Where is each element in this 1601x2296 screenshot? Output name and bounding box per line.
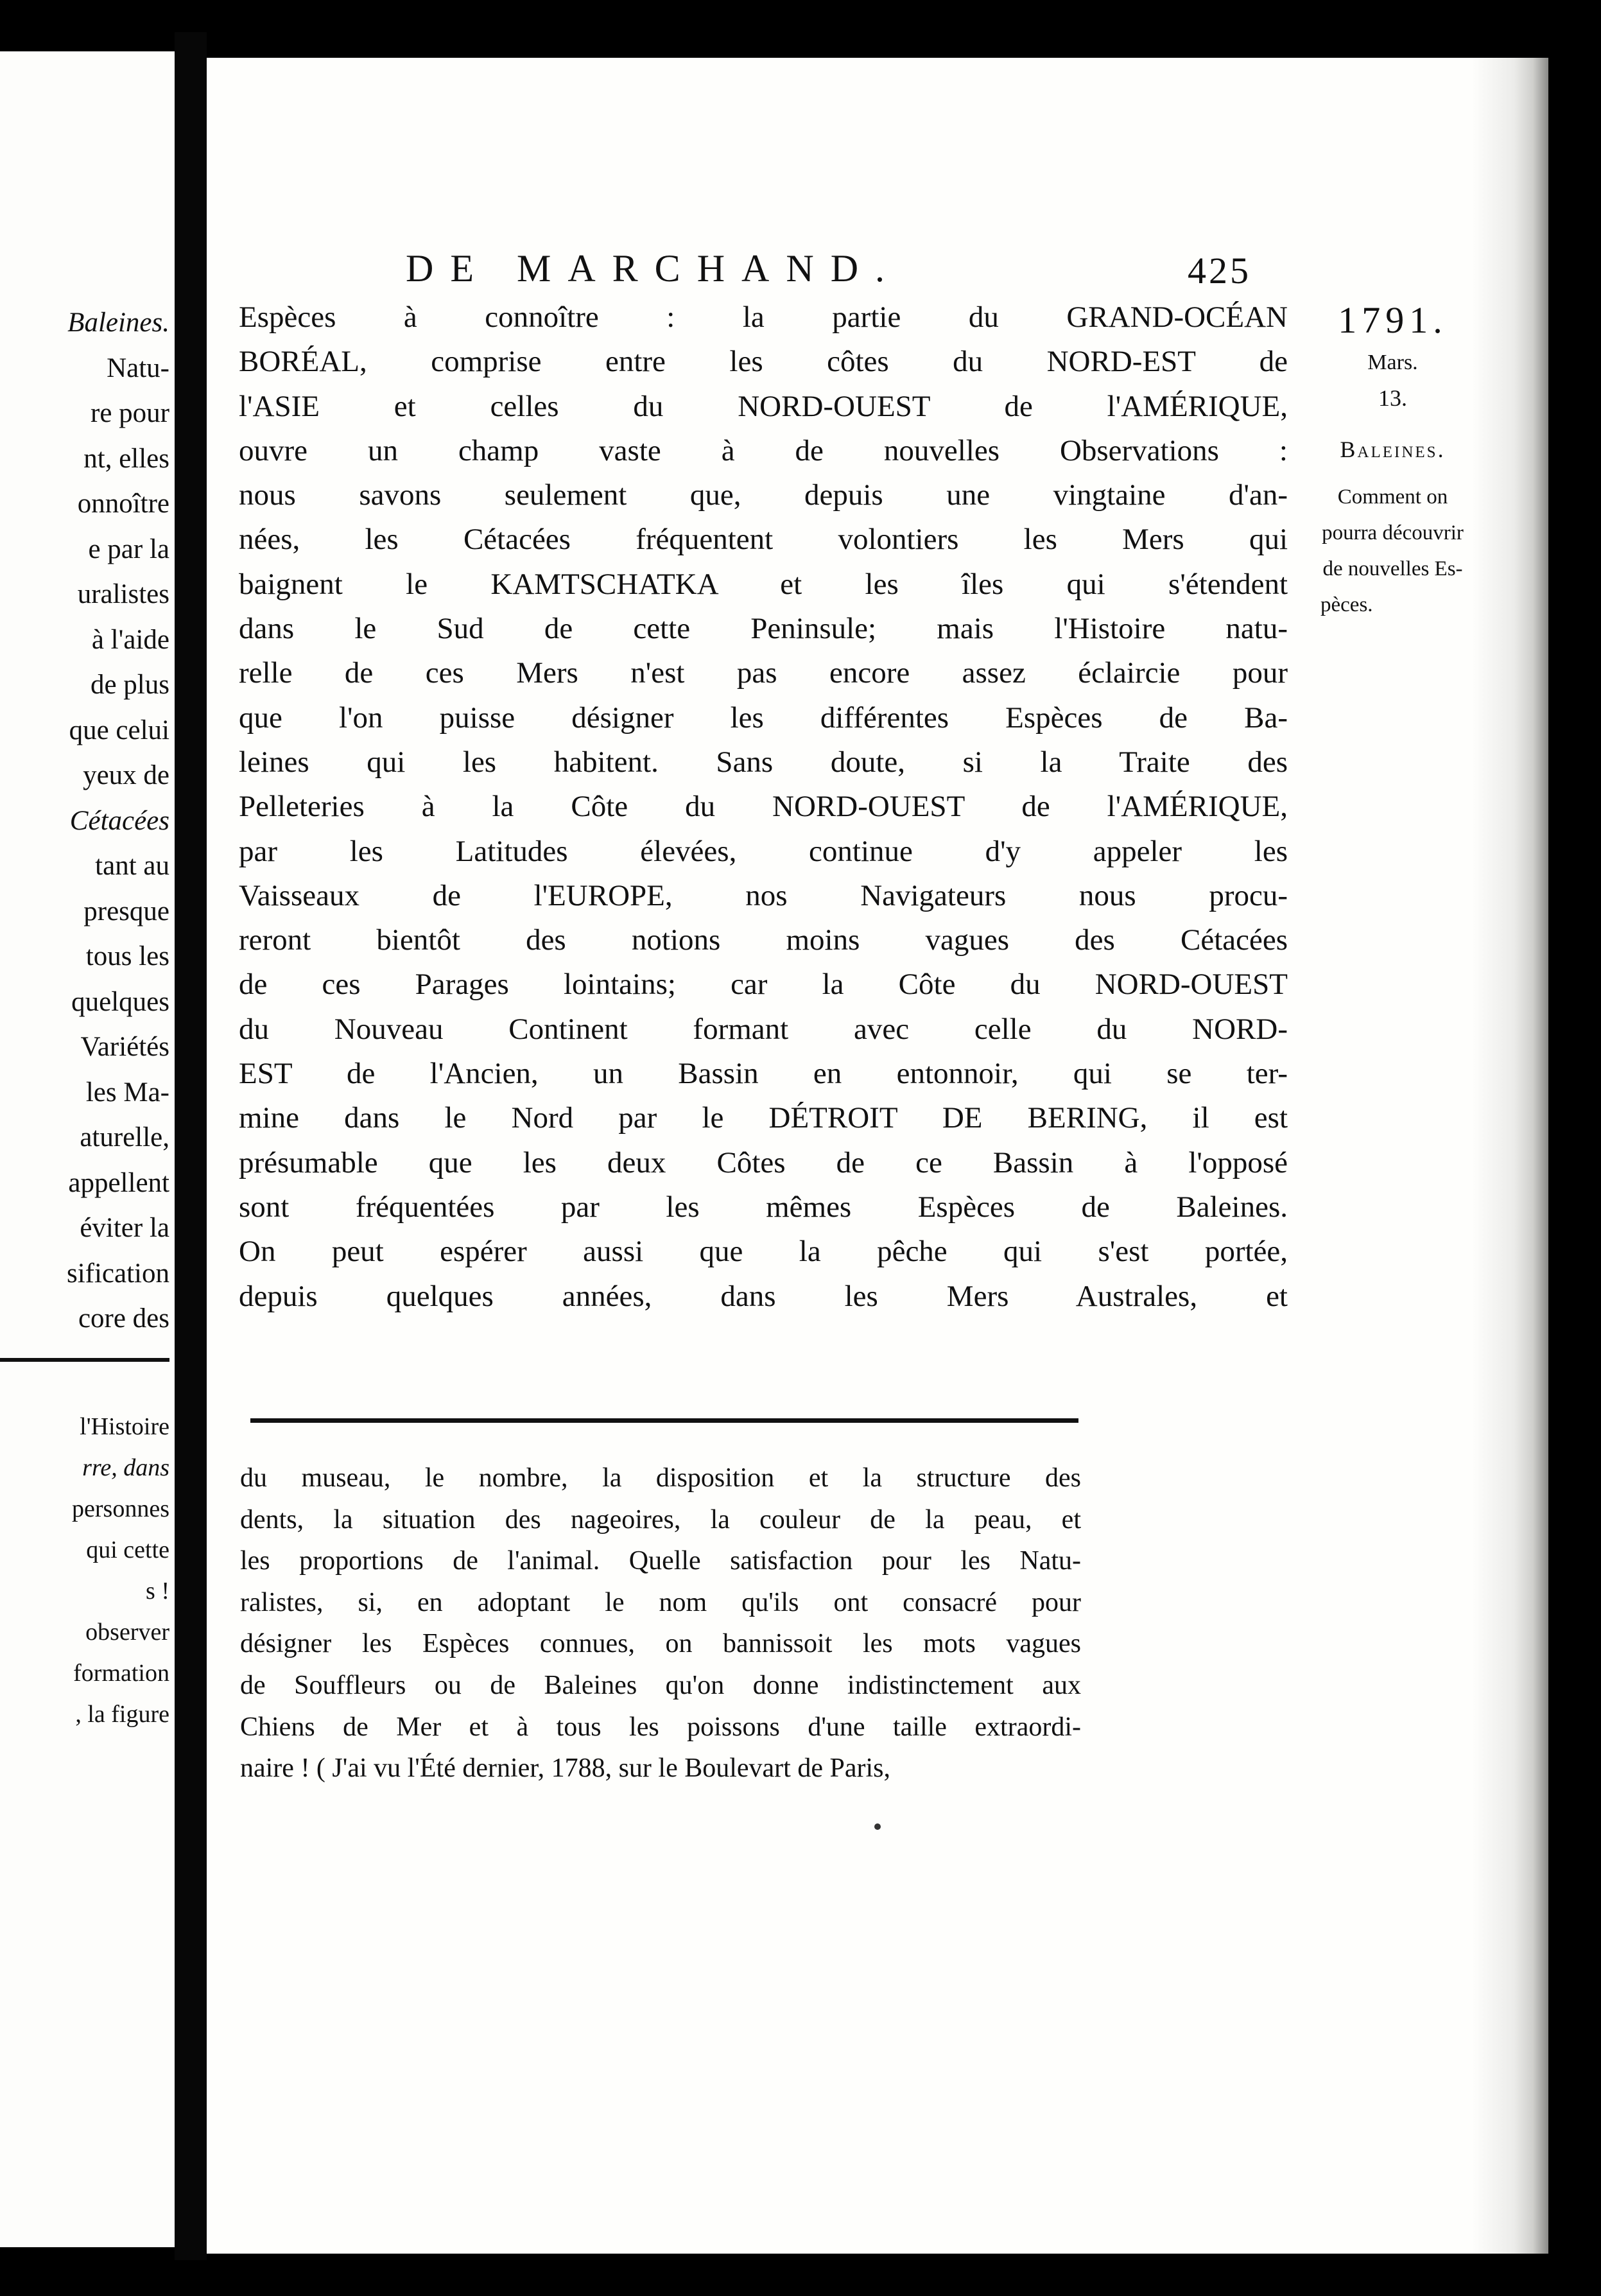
left-text-line: re pour [91, 398, 169, 428]
body-line: mine dans le Nord par le DÉTROIT DE BERING, il est [239, 1101, 1288, 1135]
body-line: dans le Sud de cette Peninsule; mais l'Histoire natu- [239, 612, 1288, 646]
left-page-text [67, 300, 169, 1342]
left-text-line: éviter la [80, 1213, 169, 1243]
main-page [207, 58, 1548, 2254]
body-line: reront bientôt des notions moins vagues des Cétacées [239, 923, 1288, 957]
body-line: de ces Parages lointains; car la Côte du NORD-OUEST [239, 968, 1288, 1002]
body-line: relle de ces Mers n'est pas encore assez éclaircie pour [239, 656, 1288, 690]
body-line: sont fréquentées par les mêmes Espèces de Baleines. [239, 1190, 1288, 1224]
left-text-line: tous les [85, 941, 169, 971]
body-line: Vaisseaux de l'EUROPE, nos Navigateurs nous procu- [239, 878, 1288, 912]
left-text-line: core des [78, 1303, 169, 1334]
left-note-line: rre, dans [82, 1454, 169, 1481]
margin-year: 1791. [1338, 299, 1448, 341]
left-text-line: quelques [71, 986, 169, 1017]
footnote-line: de Souffleurs ou de Baleines qu'on donne indistinctement aux [240, 1670, 1081, 1700]
left-note-line: observer [85, 1619, 169, 1646]
footnote-line: dents, la situation des nageoires, la couleur de la peau, et [240, 1504, 1081, 1535]
margin-note [1301, 479, 1484, 623]
margin-note-line: pèces. [1320, 593, 1373, 616]
footnote-line: désigner les Espèces connues, on bannissoit les mots vagues [240, 1629, 1081, 1659]
left-text-line: tant au [95, 851, 169, 881]
left-note-line: l'Histoire [80, 1413, 169, 1440]
book-gutter [175, 32, 207, 2260]
body-line: BORÉAL, comprise entre les côtes du NORD-EST de [239, 345, 1288, 379]
footnote-line: naire ! ( J'ai vu l'Été dernier, 1788, sur le Boulevart de Paris, [240, 1753, 890, 1784]
body-line: Espèces à connoître : la partie du GRAND-OCÉAN [239, 300, 1288, 334]
left-text-line: Cétacées [69, 805, 169, 836]
left-note-line: qui cette [86, 1536, 169, 1563]
body-line: nées, les Cétacées fréquentent volontiers les Mers qui [239, 523, 1288, 557]
body-line: ouvre un champ vaste à de nouvelles Observations : [239, 433, 1288, 467]
left-text-line: presque [83, 896, 169, 926]
body-line: que l'on puisse désigner les différentes Espèces de Ba- [239, 700, 1288, 735]
footnote-line: ralistes, si, en adoptant le nom qu'ils ont consacré pour [240, 1587, 1081, 1617]
body-line: nous savons seulement que, depuis une vingtaine d'an- [239, 478, 1288, 512]
footnote-line: les proportions de l'animal. Quelle satisfaction pour les Natu- [240, 1546, 1081, 1576]
ink-speck [874, 1823, 881, 1830]
left-page-footnote [72, 1406, 169, 1735]
left-text-line: yeux de [83, 760, 169, 790]
left-note-line: s ! [146, 1578, 169, 1605]
body-line: On peut espérer aussi que la pêche qui s'est portée, [239, 1235, 1288, 1269]
running-head: DE MARCHAND. [406, 247, 902, 290]
body-line: du Nouveau Continent formant avec celle du NORD- [239, 1012, 1288, 1046]
margin-month: Mars. [1367, 351, 1418, 374]
left-note-line: formation [73, 1660, 169, 1687]
body-line: depuis quelques années, dans les Mers Australes, et [239, 1279, 1288, 1313]
left-note-line: , la figure [75, 1701, 169, 1728]
left-text-line: Baleines. [67, 308, 169, 338]
margin-note-line: pourra découvrir [1322, 521, 1464, 544]
margin-note-line: Comment on [1337, 485, 1448, 509]
left-text-line: les Ma- [85, 1077, 169, 1108]
left-text-line: Variétés [80, 1032, 169, 1062]
marginal-notes [1301, 297, 1484, 623]
left-text-line: de plus [90, 670, 169, 700]
body-line: Pelleteries à la Côte du NORD-OUEST de l'AMÉRIQUE, [239, 790, 1288, 824]
body-line: EST de l'Ancien, un Bassin en entonnoir, qui se ter- [239, 1057, 1288, 1091]
footnote-text [240, 1457, 1081, 1789]
body-line: baignent le KAMTSCHATKA et les îles qui s'étendent [239, 567, 1288, 601]
page-number: 425 [1188, 250, 1251, 291]
left-text-line: à l'aide [91, 624, 169, 655]
left-text-line: nt, elles [83, 443, 169, 474]
left-page-fragment [0, 51, 175, 2247]
left-text-line: aturelle, [80, 1122, 169, 1152]
margin-topic: Baleines. [1340, 437, 1446, 462]
body-line: par les Latitudes élevées, continue d'y appeler les [239, 834, 1288, 868]
body-text [239, 295, 1288, 1319]
body-line: leines qui les habitent. Sans doute, si la Traite des [239, 745, 1288, 779]
left-text-line: uralistes [77, 579, 169, 609]
left-text-line: appellent [68, 1167, 169, 1198]
body-line: l'ASIE et celles du NORD-OUEST de l'AMÉRIQUE, [239, 389, 1288, 423]
left-text-line: Natu- [107, 352, 169, 383]
body-line: présumable que les deux Côtes de ce Bassin à l'opposé [239, 1145, 1288, 1179]
footnote-line: Chiens de Mer et à tous les poissons d'une taille extraordi- [240, 1712, 1081, 1742]
footnote-line: du museau, le nombre, la disposition et la structure des [240, 1463, 1081, 1493]
left-text-line: e par la [88, 534, 169, 564]
left-text-line: sification [66, 1258, 169, 1289]
margin-day: 13. [1378, 385, 1407, 411]
margin-note-line: de nouvelles Es- [1322, 557, 1463, 580]
left-footnote-rule [0, 1358, 169, 1362]
left-text-line: onnoître [77, 489, 169, 519]
footnote-rule [250, 1418, 1078, 1423]
left-text-line: que celui [69, 715, 169, 745]
left-note-line: personnes [72, 1495, 169, 1522]
